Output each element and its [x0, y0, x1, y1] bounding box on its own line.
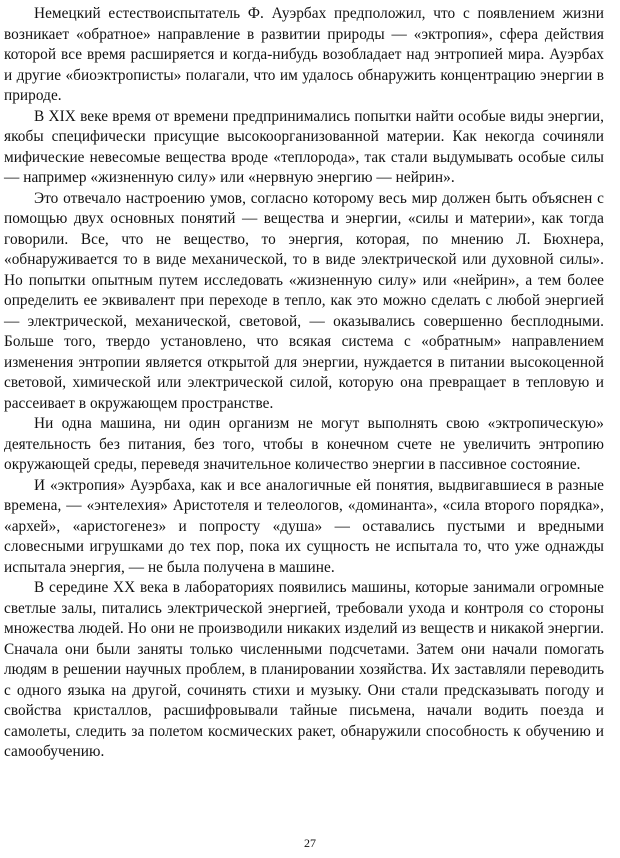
paragraph-nineteenth-century: В XIX веке время от времени предпринимались попытки найти особые виды энергии, якобы специфически присущие высокоорганизованной материи. Как некогда сочиняли мифические невесомые вещества вроде «теплорода», так стали выдумывать особые силы — например «жизненную силу» или «нервную энергию — нейрин». [4, 107, 604, 186]
paragraph-auerbach: Немецкий естествоиспытатель Ф. Ауэрбах предположил, что с появлением жизни возникает «обратное» направление в развитии природы — «эктропия», сфера действия которой все время расширяется и когда-нибудь возобладает над энтропией мира. Ауэрбах и другие «биоэктрописты» полагали, что им удалось обнаружить концентрацию энергии в природе. [4, 5, 604, 104]
paragraph-machines-and-organisms: Ни одна машина, ни один организм не могут выполнять свою «эктропическую» деятельность без питания, без того, чтобы в конечном счете не увеличить энтропию окружающей среды, переведя значительное количество энергии в пассивное состояние. [4, 415, 604, 473]
paragraph-matter-and-energy: Это отвечало настроению умов, согласно которому весь мир должен быть объяснен с помощью двух основных понятий — вещества и энергии, «силы и материи», как тогда говорили. Все, что не вещество, то энергия, которая, по мнению Л. Бюхнера, «обнаруживается то в виде механической, то в виде электрической или духовной силы». Но попытки опытным путем исследовать «жизненную силу» или «нейрин», а тем более определить ее эквивалент при переходе в тепло, как это можно сделать с любой энергией — электрической, механической, световой, — оказывались совершенно бесплодными. Больше того, твердо установлено, что всякая система с «обратным» направлением изменения энтропии является открытой для энергии, нуждается в питании высокоценной световой, химической или электрической силой, которую она превращает в тепловую и рассеивает в окружающем пространстве. [4, 189, 604, 412]
paragraph-computing-machines: В середине XX века в лабораториях появились машины, которые занимали огромные светлые залы, питались электрической энергией, требовали ухода и контроля со стороны множества людей. Но они не производили никаких изделий из веществ и никакой энергии. Сначала они были заняты только численными подсчетами. Затем они начали помогать людям в решении научных проблем, в планировании хозяйства. Их заставляли переводить с одного языка на другой, сочинять стихи и музыку. Они стали предсказывать погоду и свойства кристаллов, расшифровывали тайные письмена, начали водить поезда и самолеты, следить за полетом космических ракет, обнаружили способность к обучению и самообучению. [4, 579, 604, 760]
paragraph-ectropy-concepts: И «эктропия» Ауэрбаха, как и все аналогичные ей понятия, выдвигавшиеся в разные времена, — «энтелехия» Аристотеля и телеологов, «доминанта», «сила второго порядка», «архей», «аристогенез» и попросту «душа» — оставались пустыми и вредными словесными игрушками до тех пор, пока их сущность не испытала то, что уже однажды испытала энергия, — не была получена в машине. [4, 476, 604, 576]
page-number: 27 [304, 836, 316, 850]
